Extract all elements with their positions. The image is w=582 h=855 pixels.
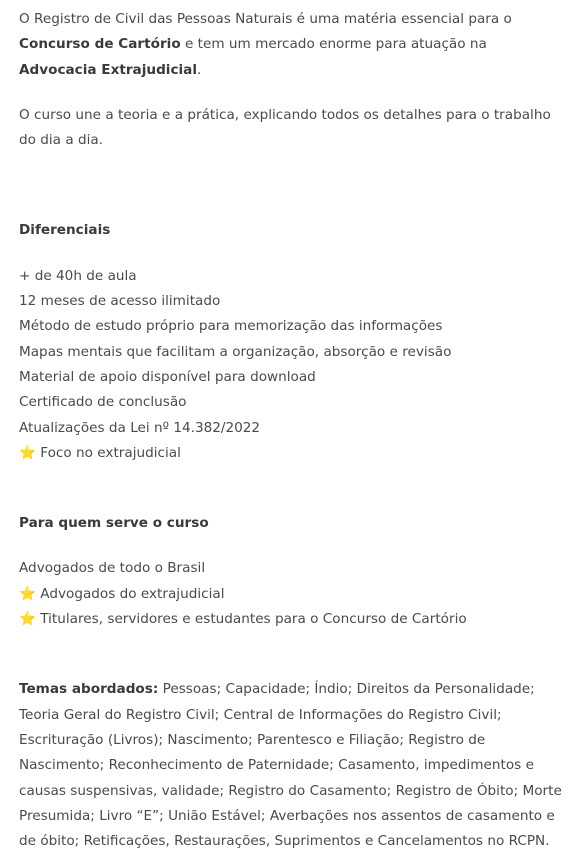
intro-text-1: O Registro de Civil das Pessoas Naturais é uma matéria essencial para o <box>19 11 512 27</box>
list-item: Método de estudo próprio para memorização das informações <box>19 318 443 335</box>
list-item-starred <box>19 441 568 466</box>
advocacia-extrajudicial-emphasis: Advocacia Extrajudicial <box>19 61 198 78</box>
list-item: + de 40h de aula <box>19 267 137 284</box>
publico-heading-text: Para quem serve o curso <box>19 515 209 532</box>
intro-text-2: e tem um mercado enorme para atuação na <box>180 36 487 53</box>
list-item-label: Advogados do extrajudicial <box>40 585 225 602</box>
temas-paragraph <box>19 677 568 854</box>
star-icon: ⭐ <box>19 585 36 602</box>
intro-text-3: . <box>197 61 202 78</box>
list-item: Certificado de conclusão <box>19 394 187 411</box>
star-icon: ⭐ <box>19 611 36 628</box>
list-item: Mapas mentais que facilitam a organização, absorção e revisão <box>19 343 452 360</box>
course-summary-paragraph: O curso une a teoria e a prática, explicando todos os detalhes para o trabalho do dia a dia. <box>19 106 551 149</box>
list-item: 12 meses de acesso ilimitado <box>19 293 221 310</box>
list-item: Advogados de todo o Brasil <box>19 560 206 577</box>
diferenciais-list <box>19 264 568 466</box>
diferenciais-heading-text: Diferenciais <box>19 222 111 239</box>
list-item: Atualizações da Lei nº 14.382/2022 <box>19 419 261 436</box>
intro-paragraph <box>19 7 568 83</box>
publico-heading <box>19 511 568 536</box>
list-item-label: Titulares, servidores e estudantes para o Concurso de Cartório <box>40 611 467 628</box>
list-item-starred <box>19 607 568 632</box>
publico-list <box>19 556 568 632</box>
temas-label: Temas abordados: <box>19 681 159 698</box>
diferenciais-heading <box>19 218 568 243</box>
list-item-label: Foco no extrajudicial <box>40 444 181 461</box>
list-item: Material de apoio disponível para download <box>19 368 316 385</box>
list-item-starred <box>19 582 568 607</box>
star-icon: ⭐ <box>19 444 36 461</box>
temas-text: Pessoas; Capacidade; Índio; Direitos da Personalidade; Teoria Geral do Registro Civil; Central de Informações do Registro Civil; Escrituração (Livros); Nascimento; Parentesco e Filiação; Registro de Nascimento; Reconhecimento de Paternidade; Casamento, impedimentos e causas suspensivas, validade; Registro do Casamento; Registro de Óbito; Morte Presumida; Livro “E”; União Estável; Averbações nos assentos de casamento e de óbito; Retificações, Restaurações, Suprimentos e Cancelamentos no RCPN. <box>19 681 562 850</box>
concurso-cartorio-emphasis: Concurso de Cartório <box>19 36 181 53</box>
